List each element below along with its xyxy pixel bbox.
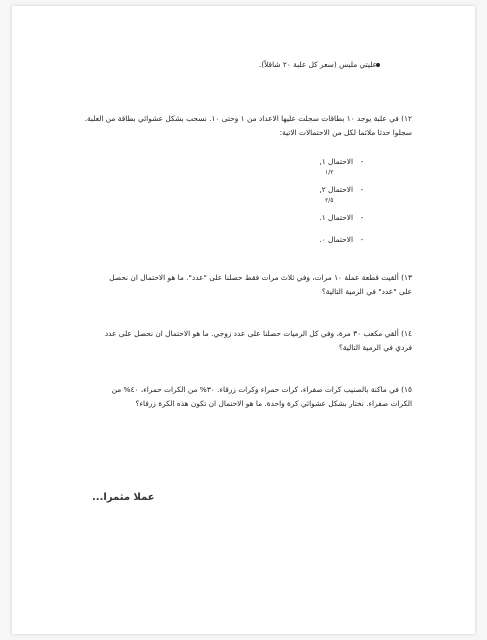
- option-4: [319, 234, 371, 246]
- option-2-label: الاحتمال ٢,: [319, 185, 353, 194]
- document-page: [12, 6, 475, 634]
- option-4-label: الاحتمال ٠.: [319, 235, 353, 244]
- option-1-fraction: ١/٢: [325, 169, 334, 176]
- option-2-fraction: ٢/٥: [325, 197, 334, 204]
- option-1: [319, 156, 371, 168]
- question-12: ١٢) في علبة يوجد ١٠ بطاقات سجلت عليها الاعداد من ١ وحتى ١٠. نسحب بشكل عشوائي بطاقة من العلبة. سجلوا حدثا ملائما لكل من الاحتمالات الاتية:: [84, 114, 412, 137]
- option-3-label: الاحتمال ١.: [319, 213, 353, 222]
- option-3: [319, 212, 371, 224]
- option-dash: -: [360, 235, 364, 244]
- question-14: ١٤) ألقي مكعب ٣٠ مرة، وفي كل الرميات حصلنا على عدد زوجي. ما هو الاحتمال ان نحصل على عدد فردي في الرمية التالية؟: [104, 329, 412, 352]
- option-1-label: الاحتمال ١,: [319, 157, 353, 166]
- question-13: ١٣) ألقيت قطعة عملة ١٠ مرات، وفي ثلاث مرات فقط حصلنا على "عدد". ما هو الاحتمال ان نحصل على "عدد" في الرمية التالية؟: [109, 273, 412, 296]
- option-dash: -: [360, 157, 364, 166]
- bullet-item: عليتي ملبس (سعر كل علبة ٢٠ شاقلاً).: [258, 60, 377, 69]
- option-dash: -: [360, 185, 364, 194]
- option-2: [319, 184, 371, 196]
- closing-text: عملا مثمرا...: [92, 492, 155, 503]
- question-15: ١٥) في ماكنة بالصنيب كرات صفراء، كرات حمراء وكرات زرقاء. ٣٠% من الكرات حمراء، ٤٠% من الكرات صفراء. نختار بشكل عشوائي كرة واحدة. ما هو الاحتمال ان تكون هذه الكرة زرقاء؟: [111, 385, 412, 408]
- option-dash: -: [360, 213, 364, 222]
